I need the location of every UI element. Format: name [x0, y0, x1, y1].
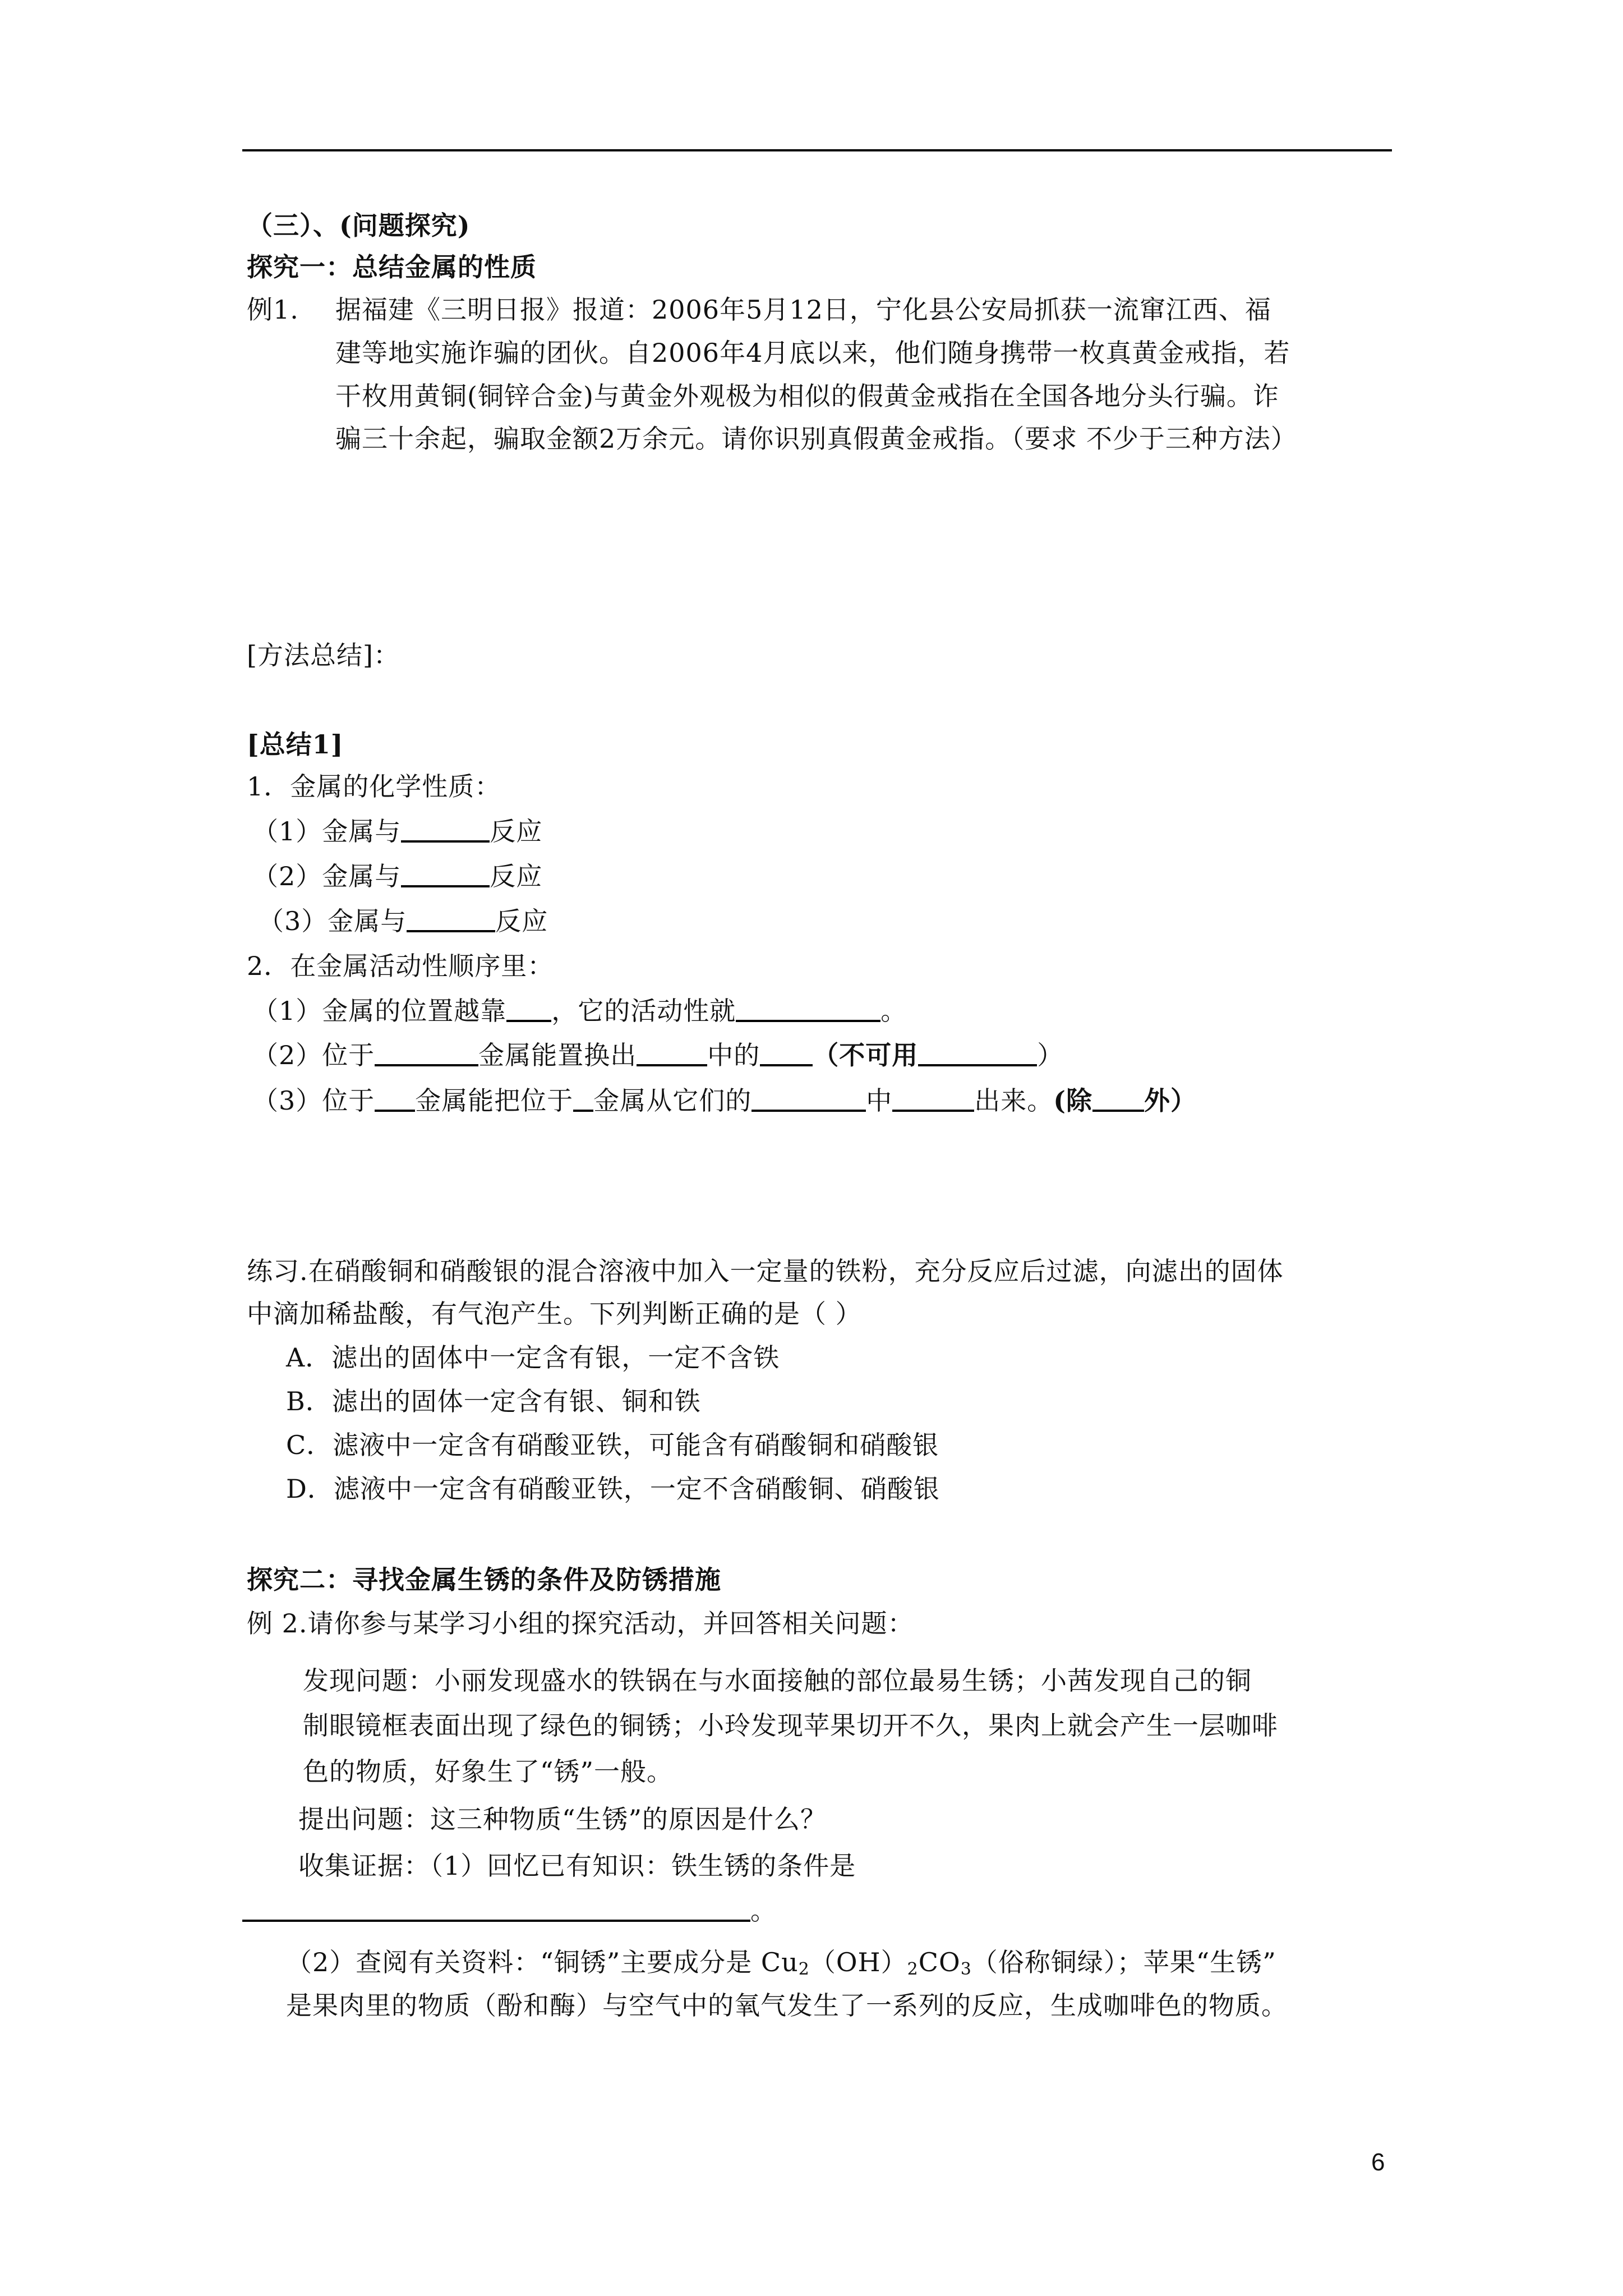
exercise-line-2: 中滴加稀盐酸，有气泡产生。下列判断正确的是（ ）	[247, 1299, 862, 1329]
find-problem-line-3: 色的物质，好象生了“锈”一般。	[303, 1756, 674, 1787]
pose-problem: 提出问题：这三种物质“生锈”的原因是什么？	[298, 1804, 827, 1834]
fill-blank[interactable]	[918, 1038, 1037, 1066]
lookup-line-1: （2）查阅有关资料：“铜锈”主要成分是 $Cu_2(OH)_2CO_3$（俗称铜绿）；苹果“生锈”	[286, 1947, 1276, 1979]
reaction-line-3: （3）金属与 反应	[258, 904, 548, 938]
exercise-option-b: B．滤出的固体一定含有银、铜和铁	[286, 1386, 701, 1416]
reaction-line-1: （1）金属与 反应	[252, 815, 542, 848]
fill-blank[interactable]	[760, 1038, 813, 1066]
activity-line-3: （3）位于 金属能把位于 金属从它们的 中 出来。(除 外）	[252, 1084, 1197, 1117]
page-number: 6	[1371, 2148, 1385, 2176]
collect-evidence: 收集证据：（1）回忆已有知识：铁生锈的条件是	[298, 1851, 856, 1881]
summary1-item2-heading: 2．在金属活动性顺序里：	[247, 951, 554, 981]
activity-line-2: （2）位于 金属能置换出 中的 （不可用 ）	[252, 1038, 1063, 1072]
fill-blank[interactable]	[736, 994, 880, 1022]
exercise-option-d: D．滤液中一定含有硝酸亚铁，一定不含硝酸铜、硝酸银	[286, 1474, 940, 1504]
fill-blank[interactable]	[573, 1084, 593, 1112]
fill-blank[interactable]	[401, 815, 490, 843]
summary1-title: [总结1]	[247, 729, 344, 760]
fill-blank[interactable]	[637, 1038, 707, 1066]
fill-blank[interactable]	[751, 1084, 866, 1112]
example1-line-1: 据福建《三明日报》报道：2006年5月12日，宁化县公安局抓获一流窜江西、福	[335, 295, 1271, 325]
method-summary: [方法总结]：	[247, 640, 400, 670]
fill-blank[interactable]	[407, 904, 495, 932]
example1-line-2: 建等地实施诈骗的团伙。自2006年4月底以来，他们随身携带一枚真黄金戒指，若	[335, 338, 1290, 368]
fill-blank[interactable]	[892, 1084, 974, 1112]
fill-blank[interactable]	[506, 994, 551, 1022]
example1-label: 例1.	[247, 295, 299, 325]
exercise-option-c: C．滤液中一定含有硝酸亚铁，可能含有硝酸铜和硝酸银	[286, 1430, 939, 1460]
find-problem-line-2: 制眼镜框表面出现了绿色的铜锈；小玲发现苹果切开不久，果肉上就会产生一层咖啡	[303, 1710, 1278, 1741]
section-title: （三）、(问题探究)	[247, 210, 471, 241]
reaction-line-2: （2）金属与 反应	[252, 859, 542, 893]
header-rule	[242, 149, 1392, 151]
fill-blank[interactable]	[401, 859, 490, 887]
inquiry2-title: 探究二：寻找金属生锈的条件及防锈措施	[247, 1565, 721, 1595]
find-problem-line-1: 发现问题：小丽发现盛水的铁锅在与水面接触的部位最易生锈；小茜发现自己的铜	[303, 1665, 1252, 1696]
inquiry1-title: 探究一：总结金属的性质	[247, 252, 537, 282]
example1-line-3: 干枚用黄铜(铜锌合金)与黄金外观极为相似的假黄金戒指在全国各地分头行骗。诈	[335, 381, 1279, 411]
exercise-option-a: A．滤出的固体中一定含有银，一定不含铁	[286, 1342, 780, 1373]
example1-line-4: 骗三十余起，骗取金额2万余元。请你识别真假黄金戒指。（要求 不少于三种方法）	[335, 424, 1297, 454]
fill-blank[interactable]	[375, 1084, 415, 1112]
lookup-line-2: 是果肉里的物质（酚和酶）与空气中的氧气发生了一系列的反应，生成咖啡色的物质。	[286, 1990, 1288, 2021]
summary1-item1-heading: 1．金属的化学性质：	[247, 771, 501, 802]
example2-line: 例 2.请你参与某学习小组的探究活动，并回答相关问题：	[247, 1608, 914, 1639]
rust-condition-line: 。	[242, 1894, 777, 1927]
fill-blank[interactable]	[242, 1894, 750, 1922]
fill-blank[interactable]	[375, 1038, 478, 1066]
activity-line-1: （1）金属的位置越靠 ，它的活动性就 。	[252, 994, 907, 1028]
fill-blank[interactable]	[1092, 1084, 1144, 1112]
exercise-line-1: 练习.在硝酸铜和硝酸银的混合溶液中加入一定量的铁粉，充分反应后过滤，向滤出的固体	[247, 1256, 1284, 1286]
